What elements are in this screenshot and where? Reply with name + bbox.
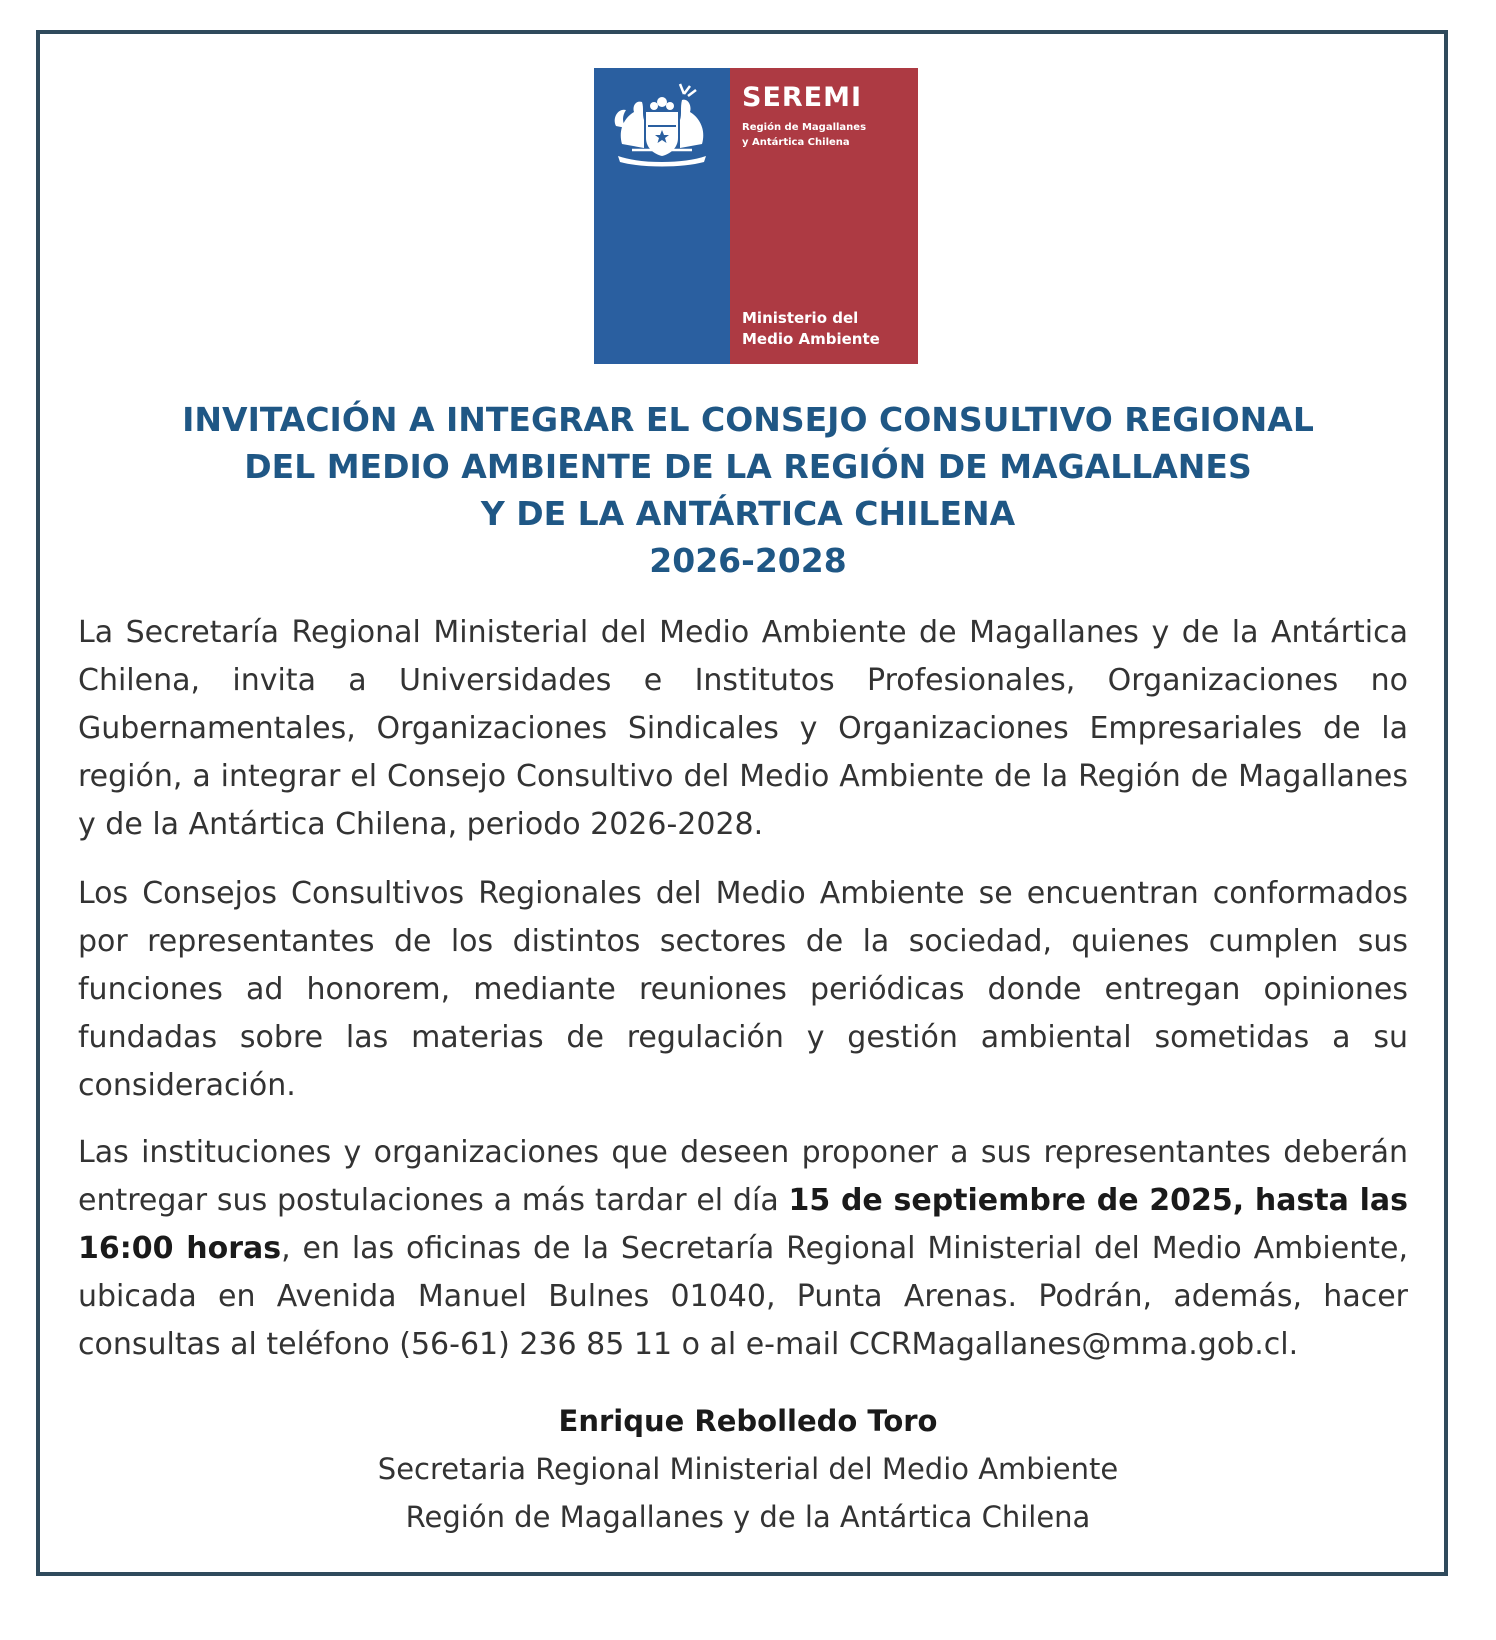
logo-ministry-text <box>742 308 880 350</box>
paragraph-council-description: Los Consejos Consultivos Regionales del Medio Ambiente se encuentran conformados por representantes de los distintos sectores de la sociedad, quienes cumplen sus funciones ad honorem, mediante reuniones periódicas donde entregan opiniones fundadas sobre las materias de regulación y gestión ambiental sometidas a su consideración. <box>78 876 1408 1103</box>
submission-text-intro: Las instituciones y organizaciones que deseen proponer a sus representantes deberán entregar sus postulaciones a más tardar el día <box>78 1135 1408 1218</box>
paragraph-submission-details <box>78 1129 1408 1369</box>
chile-coat-of-arms-icon <box>604 82 720 168</box>
document-title <box>80 396 1416 584</box>
logo-red-panel <box>730 68 918 364</box>
submission-text-contact: , en las oficinas de la Secretaría Regional Ministerial del Medio Ambiente, ubicada en Avenida Manuel Bulnes 01040, Punta Arenas. Podrán, además, hacer consultas al teléfono (56-61) 236 85 11 o al e-mail CCRMagallanes@mma.gob.cl. <box>78 1231 1408 1362</box>
logo-ministry-line1: Ministerio del <box>742 309 859 327</box>
logo-seremi-text: SEREMI <box>742 82 863 113</box>
signatory-name: Enrique Rebolledo Toro <box>558 1404 938 1438</box>
paragraph-invitation: La Secretaría Regional Ministerial del Medio Ambiente de Magallanes y de la Antártica Chilena, invita a Universidades e Institutos Profesionales, Organizaciones no Gubernamentales, Organizaciones Sindicales y Organizaciones Empresariales de la región, a integrar el Consejo Consultivo del Medio Ambiente de la Región de Magallanes y de la Antártica Chilena, periodo 2026-2028. <box>78 615 1408 842</box>
title-line2: DEL MEDIO AMBIENTE DE LA REGIÓN DE MAGALLANES <box>244 447 1252 486</box>
title-period: 2026-2028 <box>649 541 847 580</box>
submission-deadline: 15 de septiembre de 2025, hasta las 16:00 horas <box>78 1183 1408 1266</box>
signatory-role: Secretaria Regional Ministerial del Medio Ambiente <box>377 1452 1119 1486</box>
signatory-region: Región de Magallanes y de la Antártica Chilena <box>405 1500 1091 1534</box>
title-line3: Y DE LA ANTÁRTICA CHILENA <box>480 494 1016 533</box>
seremi-logo <box>594 68 918 364</box>
logo-ministry-line2: Medio Ambiente <box>742 330 880 348</box>
title-line1: INVITACIÓN A INTEGRAR EL CONSEJO CONSULTIVO REGIONAL <box>182 400 1314 439</box>
logo-region-line1: Región de Magallanes <box>742 122 867 133</box>
signature-block <box>80 1397 1416 1541</box>
logo-region-line2: y Antártica Chilena <box>742 137 850 148</box>
logo-blue-panel <box>594 68 730 364</box>
logo-region-text <box>742 120 866 150</box>
